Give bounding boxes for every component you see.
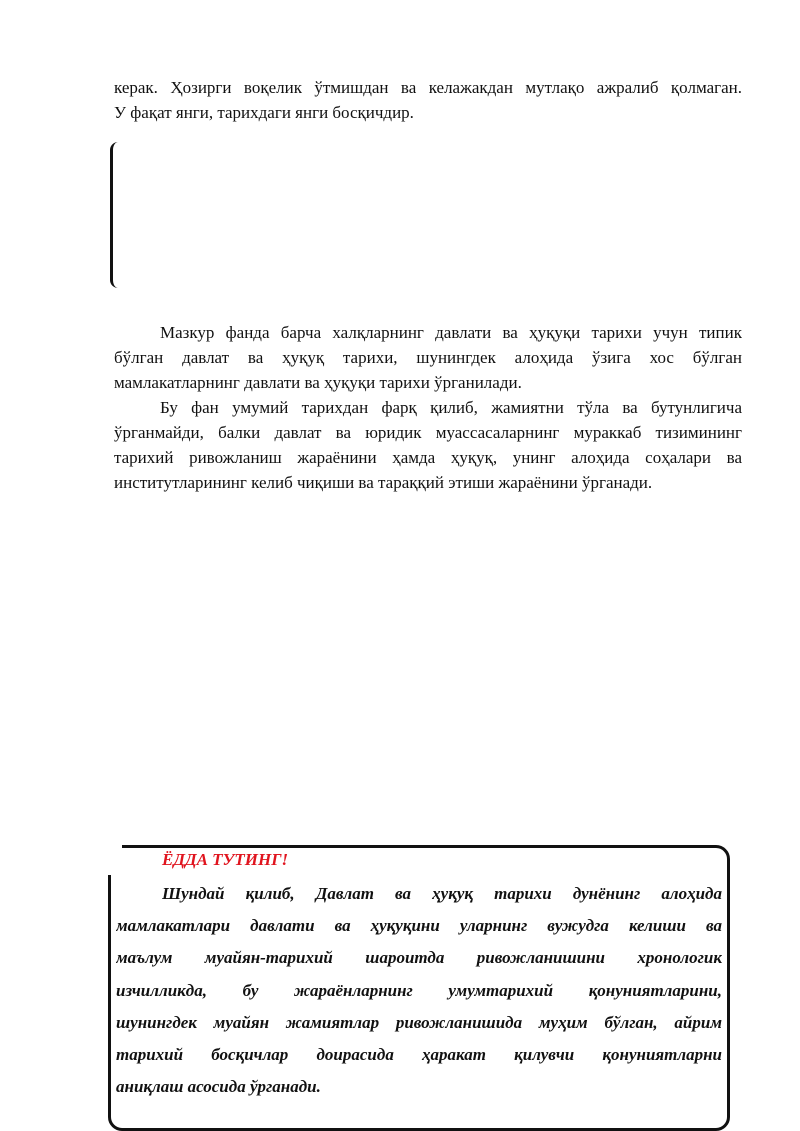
remember-line: тарихий босқичлар доирасида ҳаракат қилувчи қонуниятларни: [116, 1045, 722, 1064]
remember-line: шунингдек муайян жамиятлар ривожланишида муҳим бўлган, айрим: [116, 1013, 722, 1032]
paragraph-2-line: ўрганмайди, балки давлат ва юридик муассасаларнинг мураккаб тизимининг: [114, 423, 742, 442]
paragraph-2-line: Бу фан умумий тарихдан фарқ қилиб, жамиятни тўла ва бутунлигича: [160, 398, 742, 417]
paragraph-1-line: Мазкур фанда барча халқларнинг давлати ва ҳуқуқи тарихи учун типик: [160, 323, 742, 342]
paragraph-2-line: тарихий ривожланиш жараёнини ҳамда ҳуқуқ, унинг алоҳида соҳалари ва: [114, 448, 742, 467]
remember-line: изчилликда, бу жараёнларнинг умумтарихий қонуниятларини,: [116, 981, 722, 1000]
remember-line: маълум муайян-тарихий шароитда ривожланишини хронологик: [116, 948, 722, 967]
intro-line-2: У фақат янги, тарихдаги янги босқичдир.: [114, 103, 414, 122]
paragraph-1-line: мамлакатларнинг давлати ва ҳуқуқи тарихи ўрганилади.: [114, 373, 522, 392]
paragraph-1-line: бўлган давлат ва ҳуқуқ тарихи, шунингдек алоҳида ўзига хос бўлган: [114, 348, 742, 367]
intro-line-1: керак. Ҳозирги воқелик ўтмишдан ва келажакдан мутлақо ажралиб қолмаган.: [114, 78, 742, 97]
box-corner-gap: [108, 845, 122, 875]
remember-line: Шундай қилиб, Давлат ва ҳуқуқ тарихи дунёнинг алоҳида: [162, 884, 722, 903]
bracket-decoration: [110, 142, 120, 288]
paragraph-2-line: институтларининг келиб чиқиши ва тараққий этиши жараёнини ўрганади.: [114, 473, 653, 492]
remember-line: мамлакатлари давлати ва ҳуқуқини уларнинг вужудга келиши ва: [116, 916, 722, 935]
remember-line: аниқлаш асосида ўрганади.: [116, 1077, 321, 1096]
remember-title: ЁДДА ТУТИНГ!: [162, 850, 289, 869]
